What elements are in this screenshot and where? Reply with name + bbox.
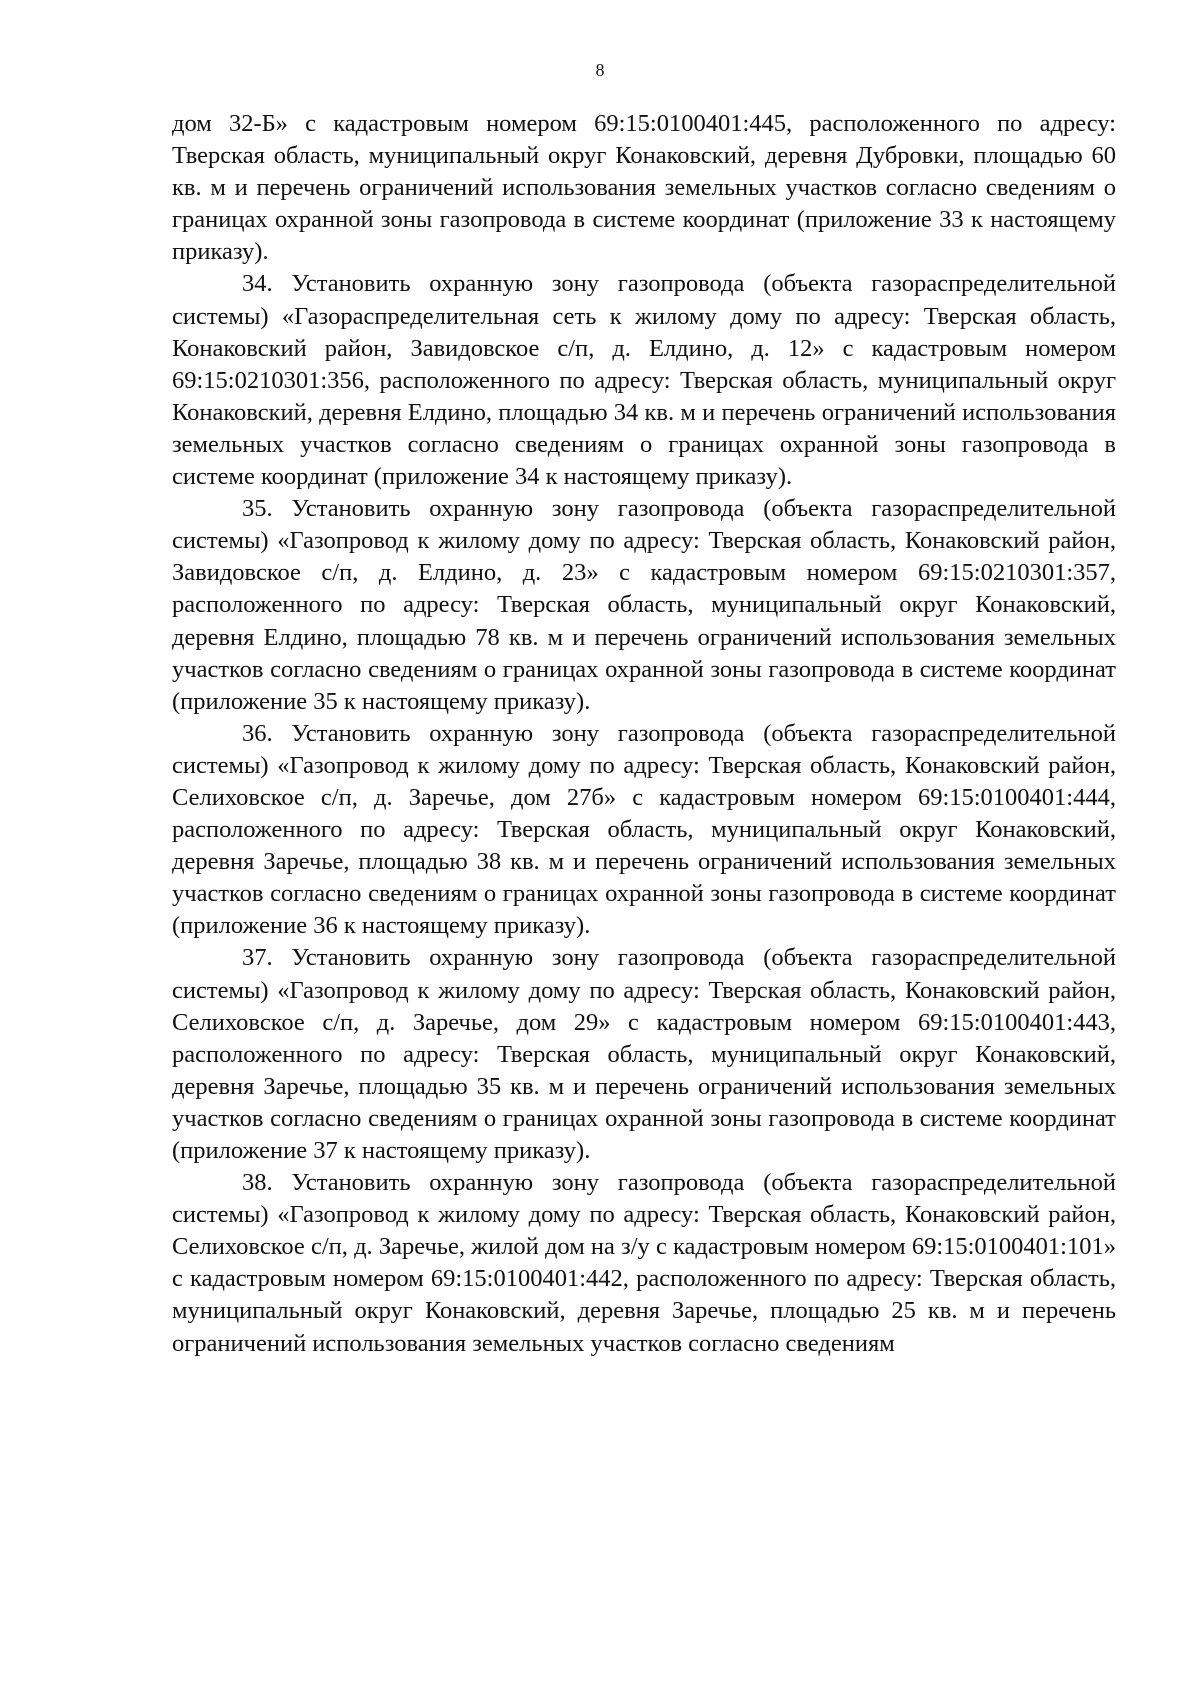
paragraph-item-35: 35. Установить охранную зону газопровода (объекта газораспределительной системы) «Газопровод к жилому дому по адресу: Тверская область, Конаковский район, Завидовское с/п, д. Елдино, д. 23» с кадастровым номером 69:15:0210301:357, расположенного по адресу: Тверская область, муниципальный округ Конаковский, деревня Елдино, площадью 78 кв. м и перечень ограничений использования земельных участков согласно сведениям о границах охранной зоны газопровода в системе координат (приложение 35 к настоящему приказу). [172,495,1116,715]
paragraph-item-34: 34. Установить охранную зону газопровода (объекта газораспределительной системы) «Газораспределительная сеть к жилому дому по адресу: Тверская область, Конаковский район, Завидовское с/п, д. Елдино, д. 12» с кадастровым номером 69:15:0210301:356, расположенного по адресу: Тверская область, муниципальный округ Конаковский, деревня Елдино, площадью 34 кв. м и перечень ограничений использования земельных участков согласно сведениям о границах охранной зоны газопровода в системе координат (приложение 34 к настоящему приказу). [172,270,1116,491]
paragraph-item-36: 36. Установить охранную зону газопровода (объекта газораспределительной системы) «Газопровод к жилому дому по адресу: Тверская область, Конаковский район, Селиховское с/п, д. Заречье, дом 27б» с кадастровым номером 69:15:0100401:444, расположенного по адресу: Тверская область, муниципальный округ Конаковский, деревня Заречье, площадью 38 кв. м и перечень ограничений использования земельных участков согласно сведениям о границах охранной зоны газопровода в системе координат (приложение 36 к настоящему приказу). [172,719,1116,940]
paragraph-continuation: дом 32-Б» с кадастровым номером 69:15:0100401:445, расположенного по адресу: Тверская область, муниципальный округ Конаковский, деревня Дубровки, площадью 60 кв. м и перечень ограничений использования земельных участков согласно сведениям о границах охранной зоны газопровода в системе координат (приложение 33 к настоящему приказу). [172,110,1116,266]
page-number: 8 [595,60,605,80]
paragraph-item-38: 38. Установить охранную зону газопровода (объекта газораспределительной системы) «Газопровод к жилому дому по адресу: Тверская область, Конаковский район, Селиховское с/п, д. Заречье, жилой дом на з/у с кадастровым номером 69:15:0100401:101» с кадастровым номером 69:15:0100401:442, расположенного по адресу: Тверская область, муниципальный округ Конаковский, деревня Заречье, площадью 25 кв. м и перечень ограничений использования земельных участков согласно сведениям [172,1169,1116,1357]
document-body [172,108,1116,1360]
paragraph-item-37: 37. Установить охранную зону газопровода (объекта газораспределительной системы) «Газопровод к жилому дому по адресу: Тверская область, Конаковский район, Селиховское с/п, д. Заречье, дом 29» с кадастровым номером 69:15:0100401:443, расположенного по адресу: Тверская область, муниципальный округ Конаковский, деревня Заречье, площадью 35 кв. м и перечень ограничений использования земельных участков согласно сведениям о границах охранной зоны газопровода в системе координат (приложение 37 к настоящему приказу). [172,944,1116,1164]
